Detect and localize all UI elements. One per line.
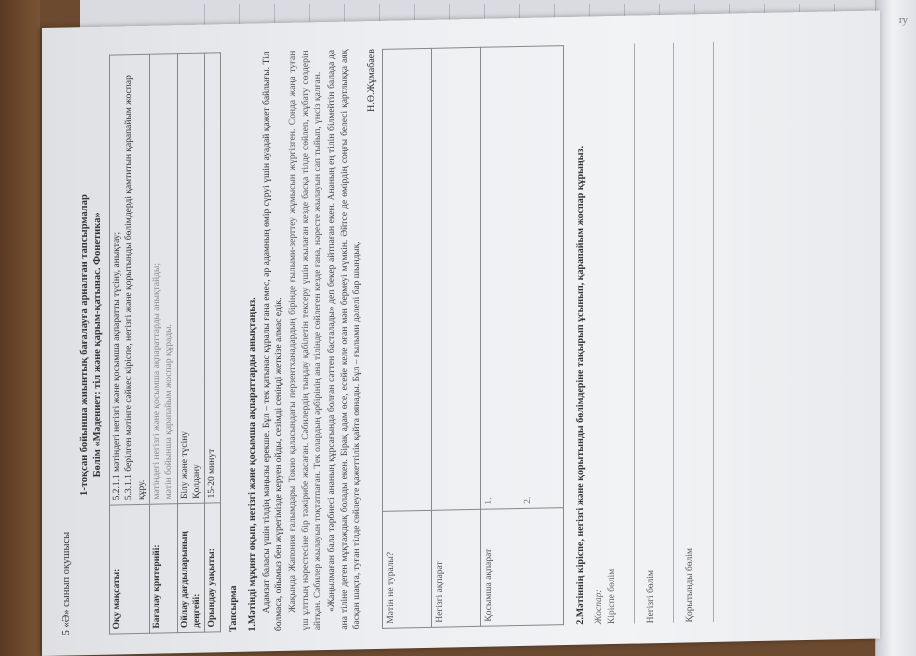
desk-edge [0, 0, 40, 656]
answer-row-label: Қосымша ақпарат [481, 508, 564, 627]
answer-cell[interactable] [481, 46, 564, 510]
meta-value [149, 54, 177, 505]
text-paragraph: Адамзат баласы үшін тілдің маңызы ерекше. Бұл – тек қатынас құралы ғана емес, әр адамның өмір сүруі үшін ауадай қажет байлығы. Тіл болмаса, ойымыз бен жүрегімізде керуен ойды, сезімді сеніңді жеткізе алмас едік. [261, 51, 285, 632]
meta-key: Оқу мақсаты: [109, 504, 149, 634]
author: Н.Ө.Жұмабаев [366, 48, 378, 113]
meta-key: Ойлау дағдыларының деңгейі: [177, 503, 205, 633]
tasks-label: Тапсырма [227, 585, 239, 633]
answer-row-label: Негізгі ақпарат [432, 509, 481, 627]
meta-value [177, 53, 205, 504]
meta-value [205, 53, 220, 503]
text-paragraph: «Жаңылмаған бала тәрбиесі ананың құрсағында болған сәттен басталады» деп бекер айтпаған екен. Ананың ең тілін білмейтін балада да ана тіліне деген мұқтаждық болады екен. Бірақ адам өсе, есейе келе оған мән бермеуі мүмкін. Әйтсе де өмірдің соңғы белесі қартлыққа аяқ басқан шақта, туған тілде сөйлеуге қажеттілік қайта оянады. Бұл – ғылыми дәлелі бар шындық. [327, 49, 363, 630]
plan-label: Жоспар: [594, 589, 605, 625]
unit-title: Бөлім «Мәдениет: тіл және қарым-қатынас. Фонетика» [92, 212, 104, 478]
meta-line: Білу және түсіну [179, 430, 190, 500]
meta-line: 15-20 минут [207, 448, 218, 499]
meta-table [109, 52, 221, 634]
meta-line: мәтіндегі негізгі және қосымша ақпараттарды анықтайды; [151, 262, 162, 500]
plan-main: Негізгі бөлім [646, 569, 657, 624]
answer-line[interactable] [657, 43, 674, 623]
answer-row [432, 47, 481, 627]
binder-label: ry [898, 14, 908, 26]
task-1-heading: 1.Мәтінді мұқият оқып, негізгі және қосымша ақпараттарды анықтаңыз. [246, 297, 258, 632]
answer-row [481, 46, 564, 627]
meta-row [205, 53, 220, 632]
answer-line[interactable] [618, 44, 635, 624]
binder-edge [875, 0, 916, 656]
student-line: 5 «Ә» сынып оқушысы [61, 531, 72, 636]
plan-conclusion: Қорытынды бөлім [685, 547, 696, 623]
answer-table [382, 45, 564, 629]
plan-intro: Кіріспе бөлім [606, 568, 617, 625]
meta-value [109, 54, 149, 505]
meta-row [177, 53, 205, 633]
answer-cell[interactable] [432, 47, 481, 510]
worksheet-page [42, 10, 880, 656]
item-number: 1. [484, 497, 495, 505]
meta-line: мәтін бойынша қарапайым жоспар құрады. [164, 323, 175, 500]
meta-key: Бағалау критерийі: [149, 504, 177, 634]
rotated-content [42, 10, 880, 656]
meta-row [149, 54, 177, 634]
task-2-heading: 2.Мәтіннің кіріспе, негізгі және қорытынды бөлімдеріне тақырып ұсынып, қарапайым жоспар құрыңыз. [575, 145, 587, 625]
answer-line[interactable] [697, 42, 714, 622]
answer-cell[interactable] [383, 48, 432, 511]
answer-row-label: Мәтін не туралы? [383, 510, 432, 628]
doc-title: 1-тоқсан бойынша жиынтық бағалауға арналған тапсырмалар [78, 194, 90, 497]
meta-line: 5.3.1.1 берілген мәтінге сәйкес кіріспе, негізгі және қорытынды бөлімдерді қамтитын қарапайым жоспар құру. [124, 75, 147, 501]
item-number: 2. [522, 496, 533, 504]
meta-line: Қолдану [191, 464, 202, 499]
meta-key: Орындау уақыты: [205, 503, 220, 632]
meta-row [109, 54, 149, 634]
answer-row [383, 48, 432, 628]
text-paragraph: Жақында Жапония ғалымдары Токио қаласындағы перзентханадардың бірінде ғылыми-зерттеу жұмысын жүргізген. Сонда жаңа туған үш ұлттың нәрестесіне бір тәжірибе жасаған. Сәбилердің тыңдау қабілетін тексеру үшін жылаған кезде басқа тілде сөйлеп, жұбату сөздерін айтқан. Сәбилер жылауын тоқтатпаған. Тек олардың әрбірінің ана тілінде сөйлеген кезде ғана, нәресте жылауын сап тыйып, үнсіз қалған. [288, 50, 324, 631]
meta-line: 5.2.1.1 мәтіндегі негізгі және қосымша ақпаратты түсіну, анықтау; [111, 231, 122, 501]
